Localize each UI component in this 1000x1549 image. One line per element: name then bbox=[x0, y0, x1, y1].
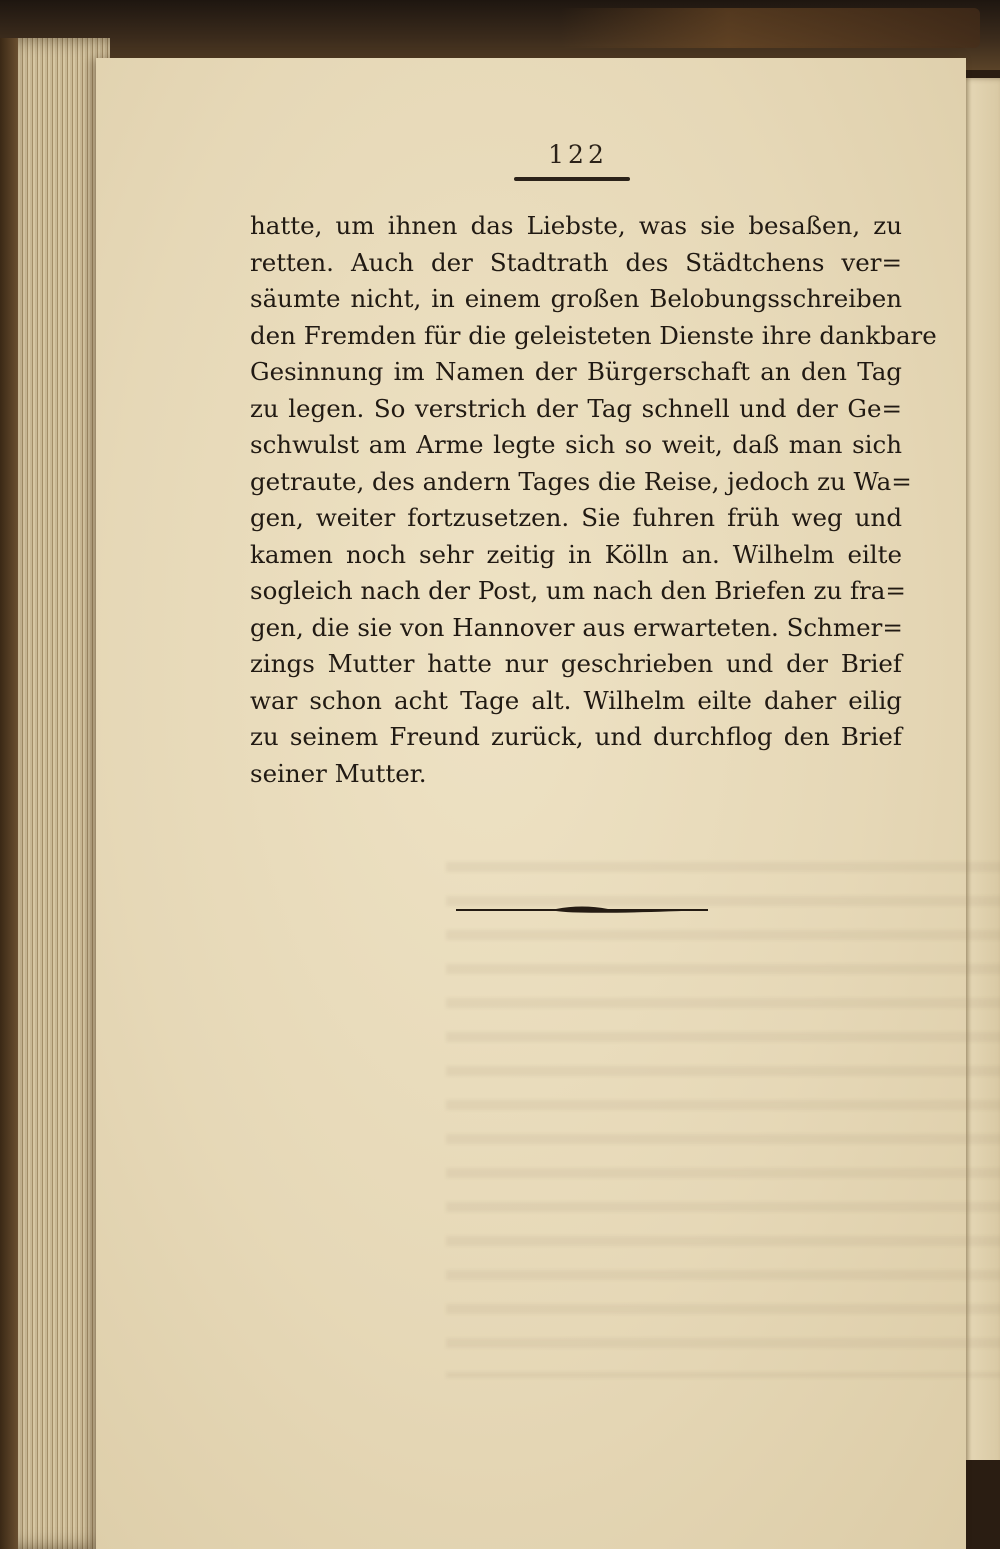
end-ornament-rule bbox=[456, 903, 708, 917]
text-line: seiner Mutter. bbox=[250, 758, 427, 788]
text-line: kamen noch sehr zeitig in Kölln an. Wilhelm eilte bbox=[250, 539, 902, 569]
text-line: zu legen. So verstrich der Tag schnell und der Ge= bbox=[250, 393, 902, 423]
body-text bbox=[250, 208, 937, 792]
text-line: zu seinem Freund zurück, und durchflog den Brief bbox=[250, 722, 902, 751]
text-line: gen, die sie von Hannover aus erwarteten. Schmer= bbox=[250, 612, 903, 642]
text-line: sogleich nach der Post, um nach den Briefen zu fra= bbox=[250, 576, 906, 605]
text-line: war schon acht Tage alt. Wilhelm eilte daher eilig bbox=[250, 685, 902, 715]
text-line: schwulst am Arme legte sich so weit, daß man sich bbox=[250, 430, 902, 459]
text-line: den Fremden für die geleisteten Dienste ihre dankbare bbox=[250, 320, 937, 350]
page-number-rule bbox=[514, 177, 630, 181]
page-number: 122 bbox=[548, 140, 608, 169]
text-line: zings Mutter hatte nur geschrieben und der Brief bbox=[250, 649, 902, 678]
bottom-shadow bbox=[962, 1460, 1000, 1549]
text-line: getraute, des andern Tages die Reise, jedoch zu Wa= bbox=[250, 466, 912, 496]
page-block-edge bbox=[0, 38, 110, 1549]
text-line: retten. Auch der Stadtrath des Städtchens ver= bbox=[250, 247, 902, 277]
text-line: Gesinnung im Namen der Bürgerschaft an den Tag bbox=[250, 357, 902, 386]
text-line: säumte nicht, in einem großen Belobungsschreiben bbox=[250, 284, 902, 313]
text-line: gen, weiter fortzusetzen. Sie fuhren früh weg und bbox=[250, 503, 902, 532]
text-line: hatte, um ihnen das Liebste, was sie besaßen, zu bbox=[250, 211, 902, 240]
show-through bbox=[446, 838, 1000, 1378]
